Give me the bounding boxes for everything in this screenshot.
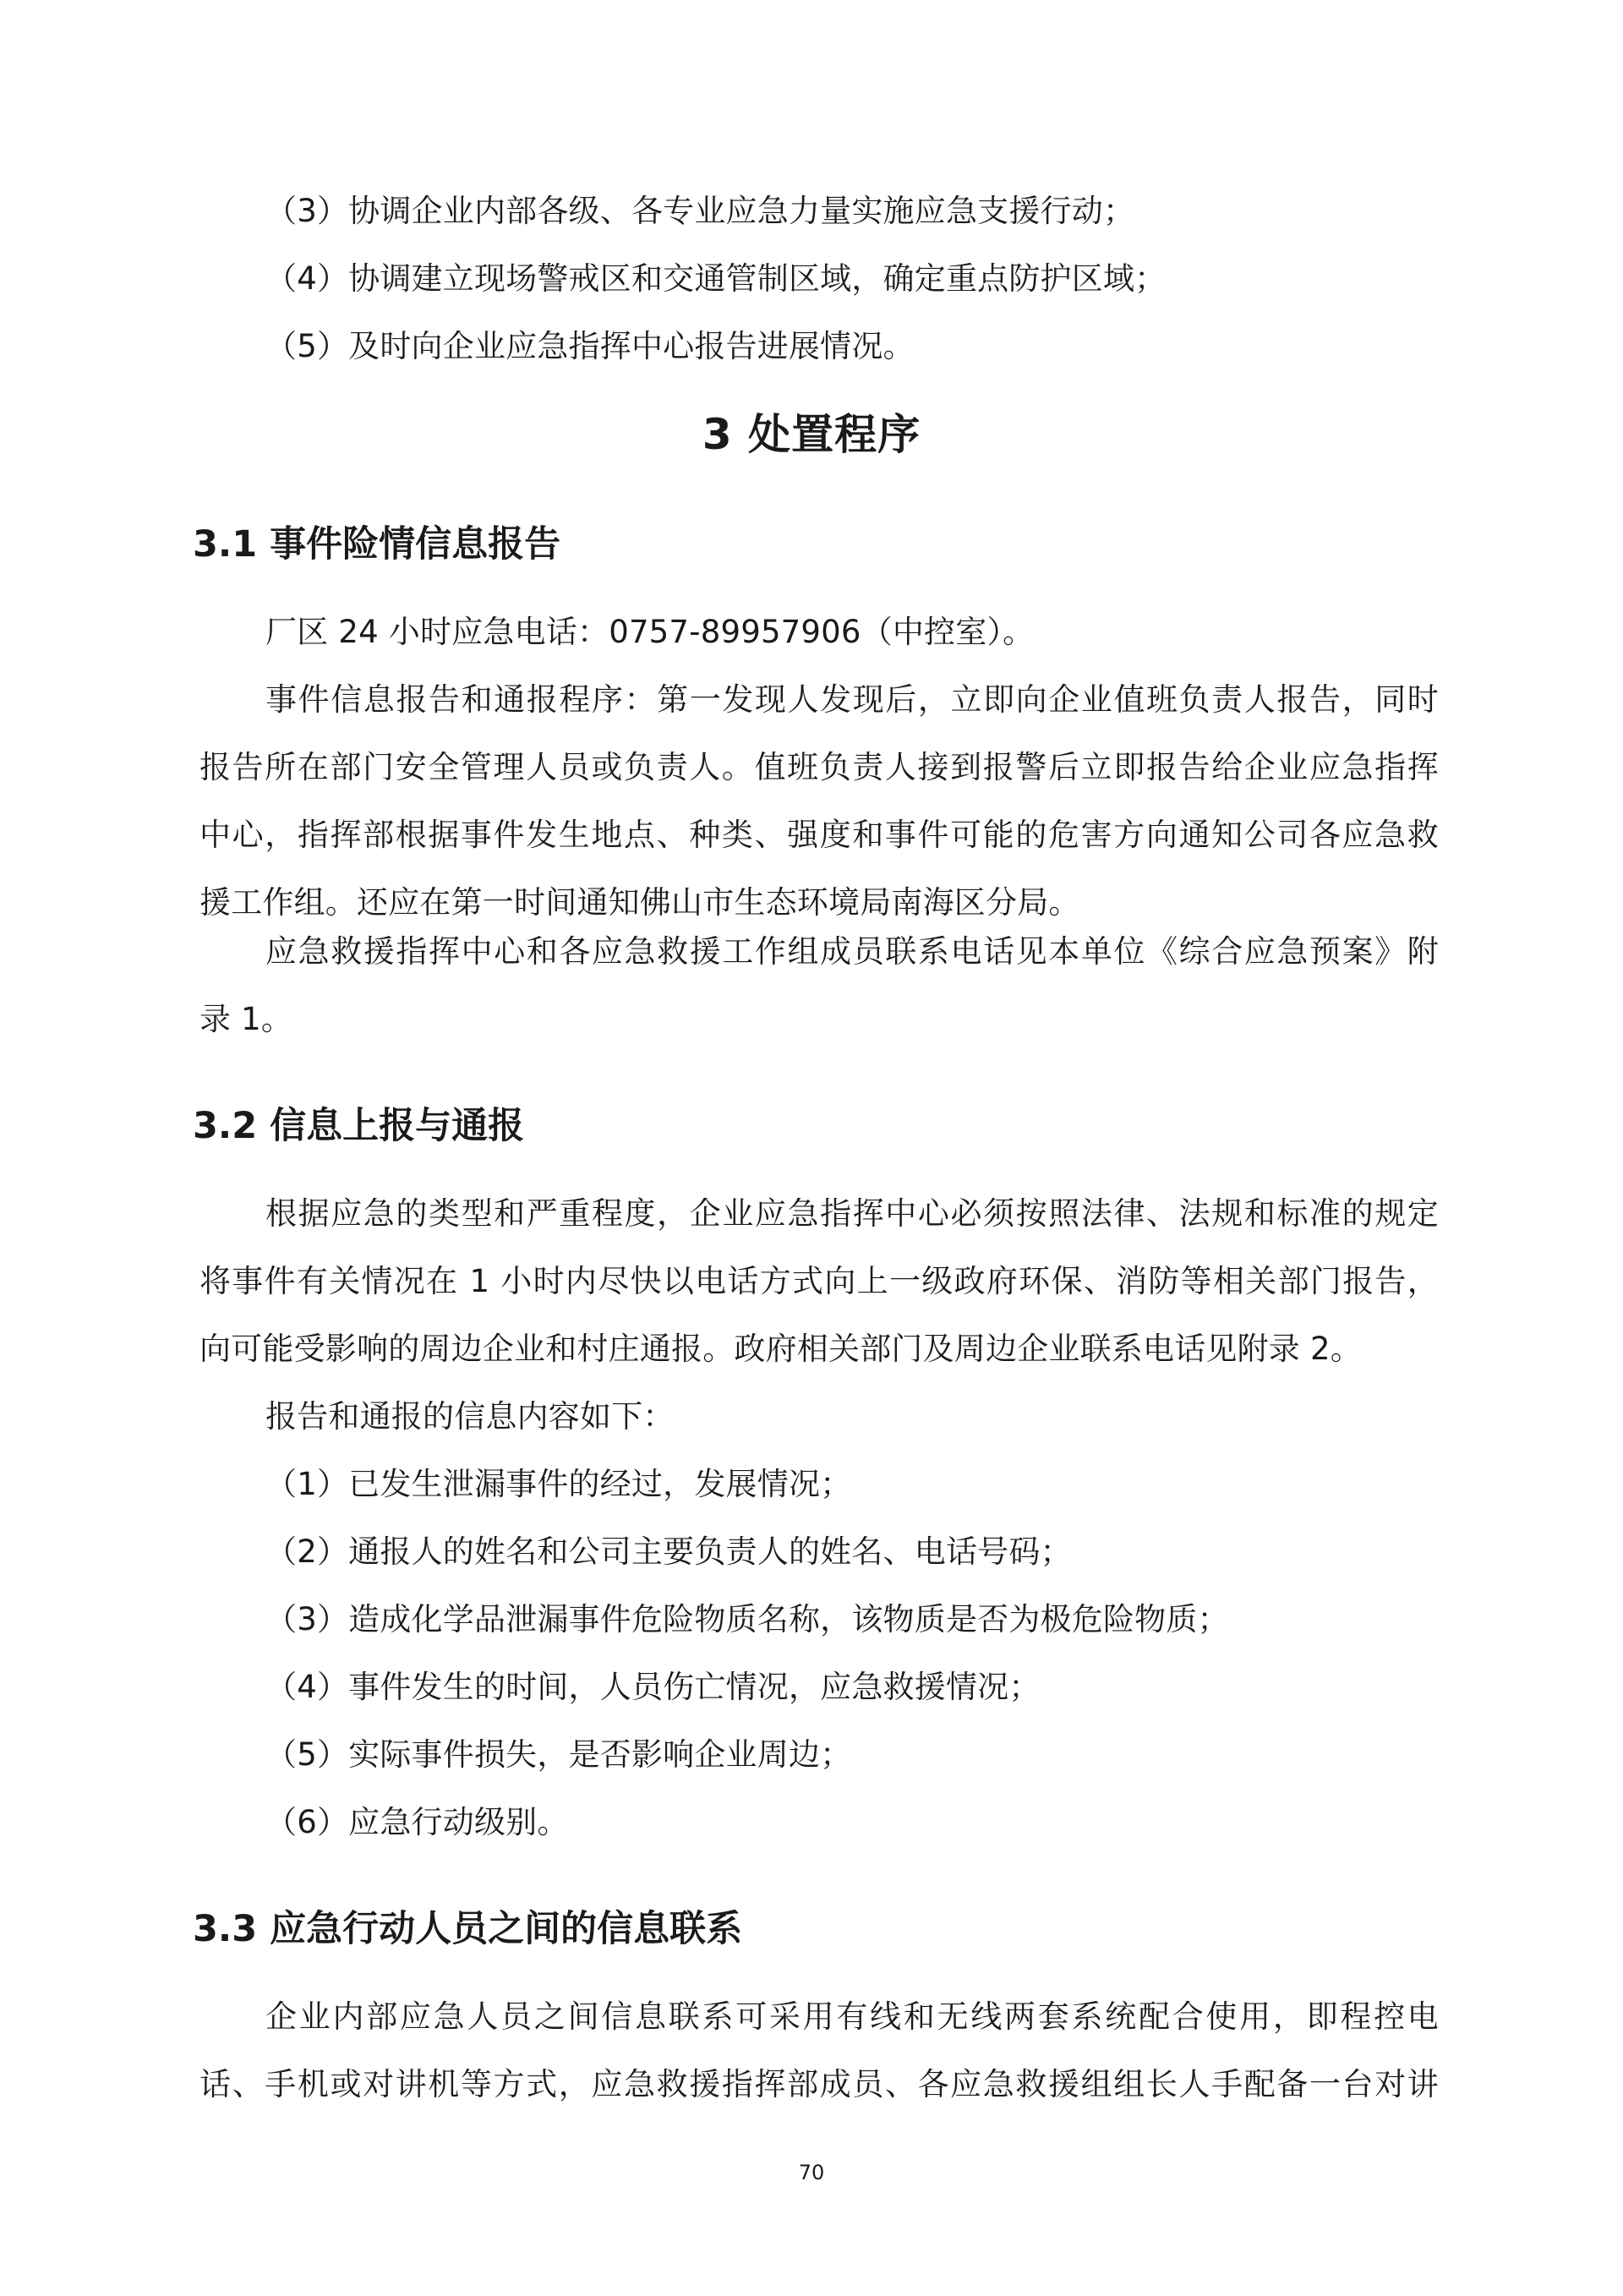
list-item: （2）通报人的姓名和公司主要负责人的姓名、电话号码； xyxy=(265,1533,1072,1570)
paragraph-line: 事件信息报告和通报程序：第一发现人发现后，立即向企业值班负责人报告，同时 xyxy=(265,681,1439,718)
list-item: （1）已发生泄漏事件的经过，发展情况； xyxy=(265,1466,852,1502)
paragraph-line: 录 1。 xyxy=(199,1001,293,1037)
chapter-title: 3 处置程序 xyxy=(702,410,921,459)
paragraph-line: 根据应急的类型和严重程度，企业应急指挥中心必须按照法律、法规和标准的规定 xyxy=(265,1195,1439,1232)
page-number: 70 xyxy=(798,2161,825,2184)
paragraph-line: 话、手机或对讲机等方式，应急救援指挥部成员、各应急救援组组长人手配备一台对讲 xyxy=(199,2066,1439,2102)
paragraph-line: 援工作组。还应在第一时间通知佛山市生态环境局南海区分局。 xyxy=(199,884,1080,921)
list-item: （3）协调企业内部各级、各专业应急力量实施应急支援行动； xyxy=(265,193,1135,229)
paragraph-line: 应急救援指挥中心和各应急救援工作组成员联系电话见本单位《综合应急预案》附 xyxy=(265,933,1439,970)
paragraph-line: 中心，指挥部根据事件发生地点、种类、强度和事件可能的危害方向通知公司各应急救 xyxy=(199,817,1439,853)
paragraph-line: 将事件有关情况在 1 小时内尽快以电话方式向上一级政府环保、消防等相关部门报告， xyxy=(199,1263,1439,1299)
list-item: （4）协调建立现场警戒区和交通管制区域，确定重点防护区域； xyxy=(265,260,1167,297)
section-heading-3-2: 3.2 信息上报与通报 xyxy=(193,1105,525,1147)
paragraph-line: 向可能受影响的周边企业和村庄通报。政府相关部门及周边企业联系电话见附录 2。 xyxy=(199,1331,1362,1367)
list-item: （5）实际事件损失，是否影响企业周边； xyxy=(265,1736,852,1773)
paragraph-line: 报告所在部门安全管理人员或负责人。值班负责人接到报警后立即报告给企业应急指挥 xyxy=(199,749,1439,785)
list-item: （6）应急行动级别。 xyxy=(265,1804,569,1840)
section-heading-3-1: 3.1 事件险情信息报告 xyxy=(193,523,561,566)
paragraph-line: 企业内部应急人员之间信息联系可采用有线和无线两套系统配合使用，即程控电 xyxy=(265,1998,1439,2035)
section-heading-3-3: 3.3 应急行动人员之间的信息联系 xyxy=(193,1908,743,1950)
list-item: （3）造成化学品泄漏事件危险物质名称，该物质是否为极危险物质； xyxy=(265,1601,1229,1637)
list-item: （5）及时向企业应急指挥中心报告进展情况。 xyxy=(265,328,915,364)
list-item: （4）事件发生的时间，人员伤亡情况，应急救援情况； xyxy=(265,1669,1041,1705)
paragraph-line: 报告和通报的信息内容如下： xyxy=(265,1398,675,1435)
paragraph-line: 厂区 24 小时应急电话：0757-89957906（中控室）。 xyxy=(265,614,1035,650)
